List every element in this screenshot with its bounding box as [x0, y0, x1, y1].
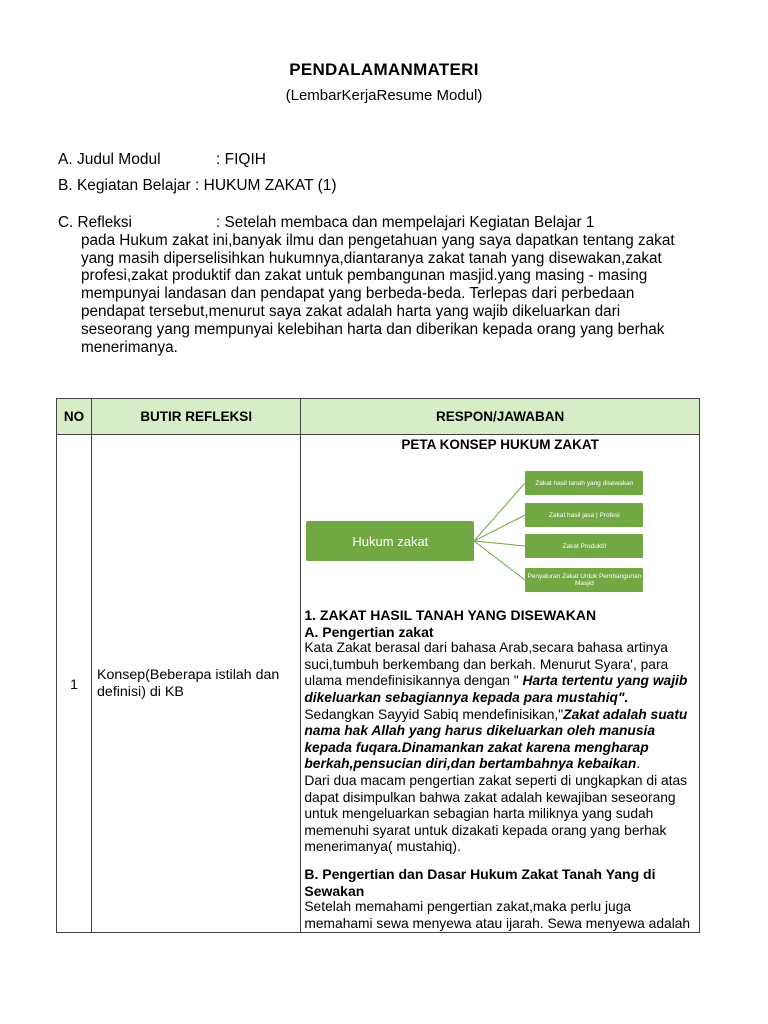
p1-plain: Kata Zakat berasal dari bahasa Arab,secara bahasa artinya suci,tumbuh berkembang dan berkah. Menurut Syara', para ulama mendefinisikannya dengan "	[304, 640, 669, 689]
judul-modul-row	[58, 151, 266, 169]
paragraph-3: Dari dua macam pengertian zakat seperti di ungkapkan di atas dapat disimpulkan bahwa zakat adalah kewajiban seseorang untuk mengeluarkan sebagian harta miliknya yang sudah memenuhi syarat untuk dizakati kepada orang yang berhak menerimanya( mustahiq).	[304, 772, 688, 855]
sub-b-title: B. Pengertian dan Dasar Hukum Zakat Tanah Yang di Sewakan	[304, 865, 656, 899]
peta-konsep-title: PETA KONSEP HUKUM ZAKAT	[401, 437, 599, 452]
header-respon: RESPON/JAWABAN	[301, 399, 700, 435]
page-title: PENDALAMANMATERI	[289, 60, 479, 79]
p2-emphasis: Zakat adalah suatu nama hak Allah yang harus dikeluarkan oleh manusia kepada fuqara.Dinamankan zakat karena mengharap berkah,pensucian diri,dan bertambahnya kebaikan	[304, 706, 688, 772]
concept-leaf-masjid: Penyaluran Zakat Untuk Pembangunan Masjid	[525, 568, 643, 592]
connector-1	[474, 483, 525, 541]
refleksi-table	[56, 398, 700, 933]
refleksi-text: pada Hukum zakat ini,banyak ilmu dan pengetahuan yang saya dapatkan tentang zakat yang masih diperselisihkan hukumnya,diantaranya zakat tanah yang disewakan,zakat profesi,zakat produktif dan zakat untuk pembangunan masjid.yang masing - masing mempunyai landasan dan pendapat yang berbeda-beda. Terlepas dari perbedaan pendapat tersebut,menurut saya zakat adalah harta yang wajib dikeluarkan dari seseorang yang mempunyai kelebihan harta dan diberikan kepada orang yang berhak menerimanya.	[81, 231, 675, 356]
concept-leaf-profesi: Zakat hasil jasa | Profesi	[525, 503, 643, 527]
concept-map	[301, 452, 699, 607]
row-butir: Konsep(Beberapa istilah dan definisi) di KB	[92, 435, 301, 933]
kegiatan-belajar-label: B. Kegiatan Belajar	[58, 177, 191, 194]
page-subtitle: (LembarKerjaResume Modul)	[285, 87, 483, 104]
paragraph-1	[304, 640, 695, 706]
connector-4	[474, 541, 525, 580]
p2-end: .	[636, 756, 641, 772]
section1-title: 1. ZAKAT HASIL TANAH YANG DISEWAKAN	[304, 607, 597, 623]
refleksi-first-line: : Setelah membaca dan mempelajari Kegiatan Belajar 1	[216, 214, 595, 231]
table-header-row	[57, 399, 700, 435]
row-respon	[301, 435, 700, 933]
concept-leaf-produktif: Zakat Produktif	[525, 534, 643, 558]
concept-root-node: Hukum zakat	[306, 521, 474, 561]
kegiatan-belajar-row	[58, 177, 337, 195]
concept-leaf-tanah: Zakat hasil tanah yang disewakan	[525, 471, 643, 495]
kegiatan-belajar-value: : HUKUM ZAKAT (1)	[195, 177, 337, 194]
refleksi-label: C. Refleksi	[58, 214, 132, 231]
row-no: 1	[57, 435, 92, 933]
paragraph-2	[304, 707, 695, 773]
connector-2	[474, 515, 525, 541]
refleksi-block	[58, 214, 678, 356]
header-no: NO	[57, 399, 92, 435]
judul-modul-value: : FIQIH	[216, 151, 266, 168]
judul-modul-label: A. Judul Modul	[58, 151, 161, 168]
p1-emphasis: Harta tertentu yang wajib dikeluarkan sebagiannya kepada para mustahiq".	[304, 673, 688, 705]
respon-content	[301, 607, 699, 932]
paragraph-4: Setelah memahami pengertian zakat,maka perlu juga memahami sewa menyewa atau ijarah. Sewa menyewa adalah	[304, 899, 691, 931]
sub-a-title: A. Pengertian zakat	[304, 623, 434, 640]
connector-3	[474, 541, 525, 546]
table-row	[57, 435, 700, 933]
p2-plain: Sedangkan Sayyid Sabiq mendefinisikan,"	[304, 706, 564, 722]
header-butir: BUTIR REFLEKSI	[92, 399, 301, 435]
